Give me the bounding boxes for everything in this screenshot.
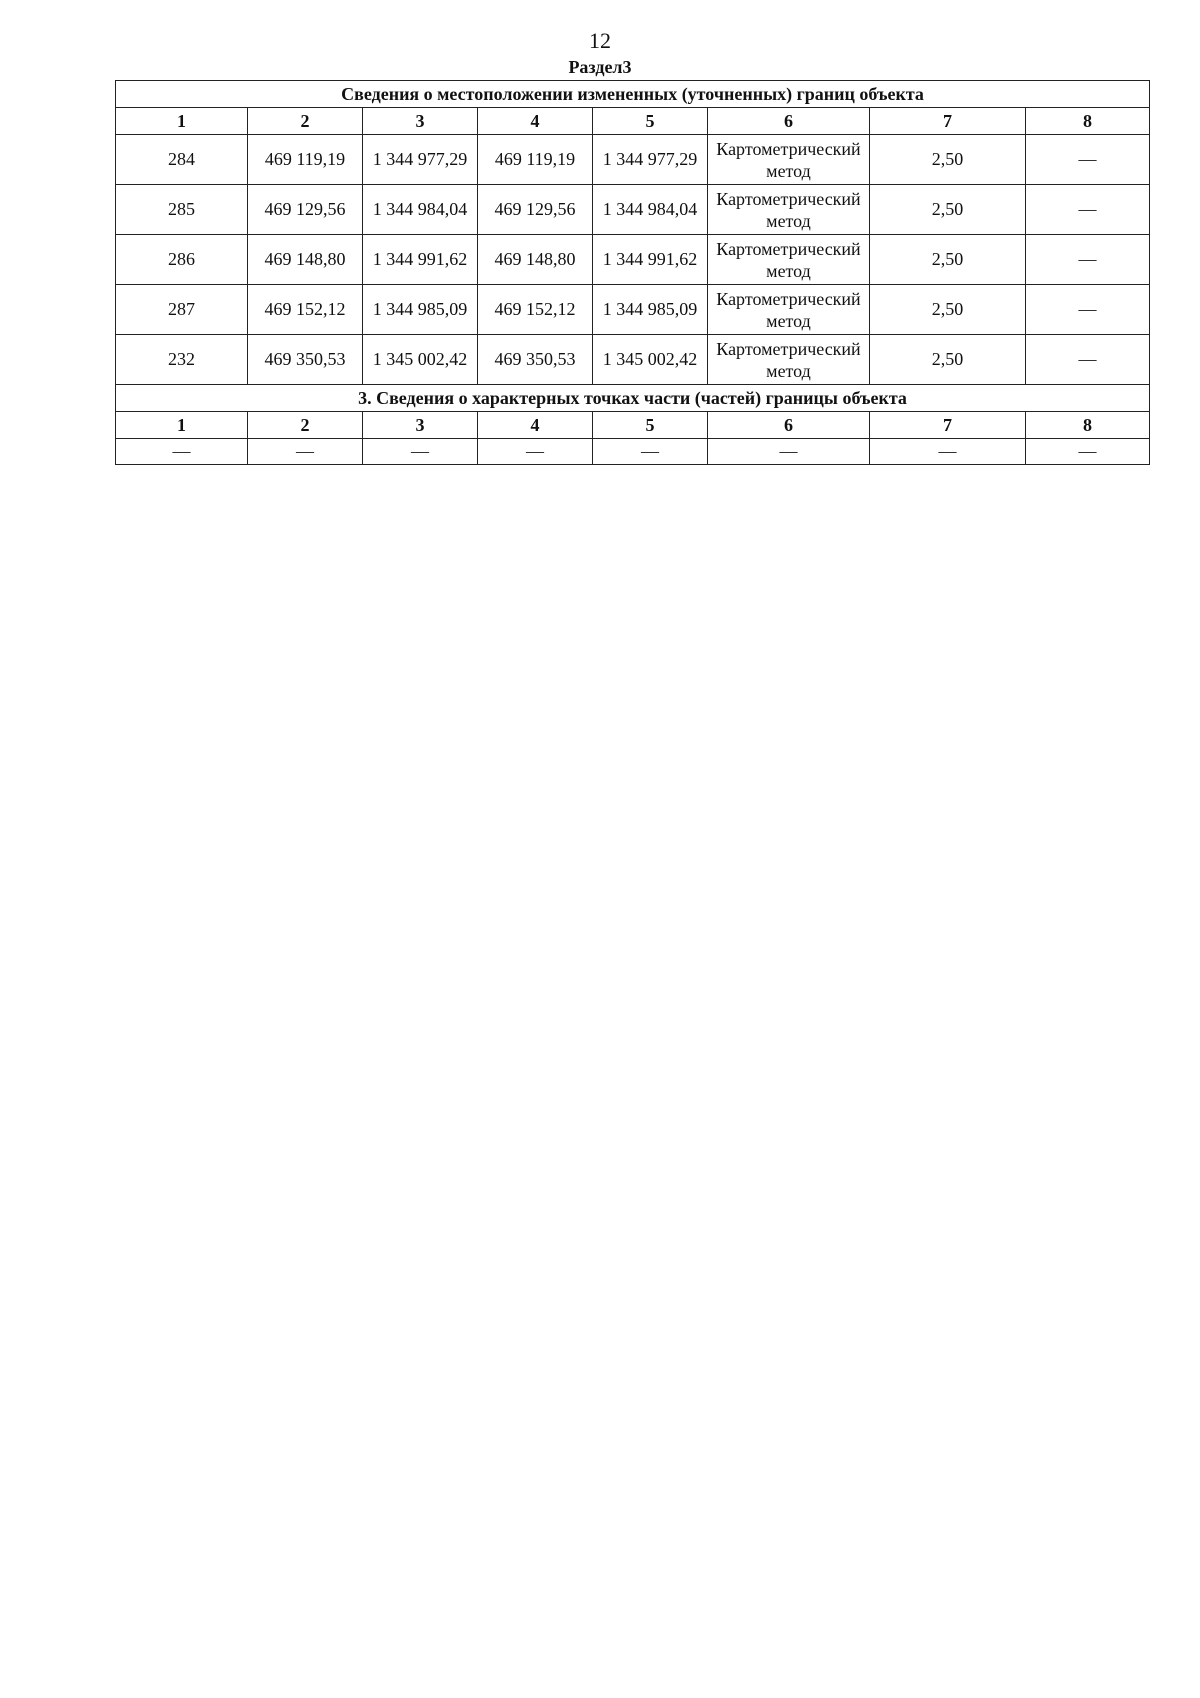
coordinate-y-old: 1 344 977,29 [363, 135, 478, 185]
coordinate-y-old: 1 344 984,04 [363, 185, 478, 235]
point-number: 286 [116, 235, 248, 285]
determination-method: Картометрический метод [708, 285, 870, 335]
column-number: 5 [593, 108, 708, 135]
coordinate-x-new: 469 152,12 [478, 285, 593, 335]
coordinate-x-new: 469 119,19 [478, 135, 593, 185]
column-number: 8 [1026, 412, 1150, 439]
determination-method: Картометрический метод [708, 185, 870, 235]
coordinate-y-old: 1 344 991,62 [363, 235, 478, 285]
accuracy: 2,50 [870, 235, 1026, 285]
accuracy: 2,50 [870, 185, 1026, 235]
coordinate-y-old: 1 345 002,42 [363, 335, 478, 385]
column-number: 6 [708, 412, 870, 439]
table2-title-row [116, 385, 1150, 412]
column-number: 5 [593, 412, 708, 439]
table-row [116, 185, 1150, 235]
column-number: 2 [248, 108, 363, 135]
column-number: 6 [708, 108, 870, 135]
section-heading: Раздел3 [568, 57, 632, 77]
coordinate-x-old: 469 350,53 [248, 335, 363, 385]
description: — [1026, 335, 1150, 385]
accuracy: 2,50 [870, 285, 1026, 335]
table2-column-numbers [116, 412, 1150, 439]
coordinate-y-new: 1 345 002,42 [593, 335, 708, 385]
coordinate-x-old: 469 129,56 [248, 185, 363, 235]
description: — [1026, 235, 1150, 285]
empty-cell: — [708, 439, 870, 465]
point-number: 284 [116, 135, 248, 185]
column-number: 4 [478, 108, 593, 135]
coordinate-y-new: 1 344 977,29 [593, 135, 708, 185]
coordinate-x-old: 469 119,19 [248, 135, 363, 185]
table1-title: Сведения о местоположении измененных (уточненных) границ объекта [116, 81, 1150, 108]
determination-method: Картометрический метод [708, 135, 870, 185]
column-number: 3 [363, 412, 478, 439]
table-row [116, 235, 1150, 285]
empty-cell: — [593, 439, 708, 465]
coordinate-x-old: 469 148,80 [248, 235, 363, 285]
boundary-table [115, 80, 1150, 465]
column-number: 7 [870, 412, 1026, 439]
determination-method: Картометрический метод [708, 235, 870, 285]
column-number: 1 [116, 412, 248, 439]
coordinate-y-old: 1 344 985,09 [363, 285, 478, 335]
table-row [116, 335, 1150, 385]
coordinate-x-old: 469 152,12 [248, 285, 363, 335]
accuracy: 2,50 [870, 135, 1026, 185]
empty-cell: — [248, 439, 363, 465]
description: — [1026, 135, 1150, 185]
coordinate-y-new: 1 344 991,62 [593, 235, 708, 285]
empty-cell: — [1026, 439, 1150, 465]
column-number: 3 [363, 108, 478, 135]
table-row [116, 439, 1150, 465]
coordinate-x-new: 469 148,80 [478, 235, 593, 285]
table1-column-numbers [116, 108, 1150, 135]
column-number: 1 [116, 108, 248, 135]
empty-cell: — [870, 439, 1026, 465]
column-number: 8 [1026, 108, 1150, 135]
table2-title: 3. Сведения о характерных точках части (частей) границы объекта [116, 385, 1150, 412]
determination-method: Картометрический метод [708, 335, 870, 385]
coordinate-x-new: 469 129,56 [478, 185, 593, 235]
accuracy: 2,50 [870, 335, 1026, 385]
coordinate-y-new: 1 344 984,04 [593, 185, 708, 235]
column-number: 7 [870, 108, 1026, 135]
page-number: 12 [589, 28, 611, 53]
description: — [1026, 285, 1150, 335]
coordinate-y-new: 1 344 985,09 [593, 285, 708, 335]
empty-cell: — [478, 439, 593, 465]
point-number: 287 [116, 285, 248, 335]
column-number: 2 [248, 412, 363, 439]
description: — [1026, 185, 1150, 235]
column-number: 4 [478, 412, 593, 439]
table-row [116, 135, 1150, 185]
table-row [116, 285, 1150, 335]
point-number: 232 [116, 335, 248, 385]
table1-title-row [116, 81, 1150, 108]
point-number: 285 [116, 185, 248, 235]
empty-cell: — [363, 439, 478, 465]
empty-cell: — [116, 439, 248, 465]
coordinate-x-new: 469 350,53 [478, 335, 593, 385]
